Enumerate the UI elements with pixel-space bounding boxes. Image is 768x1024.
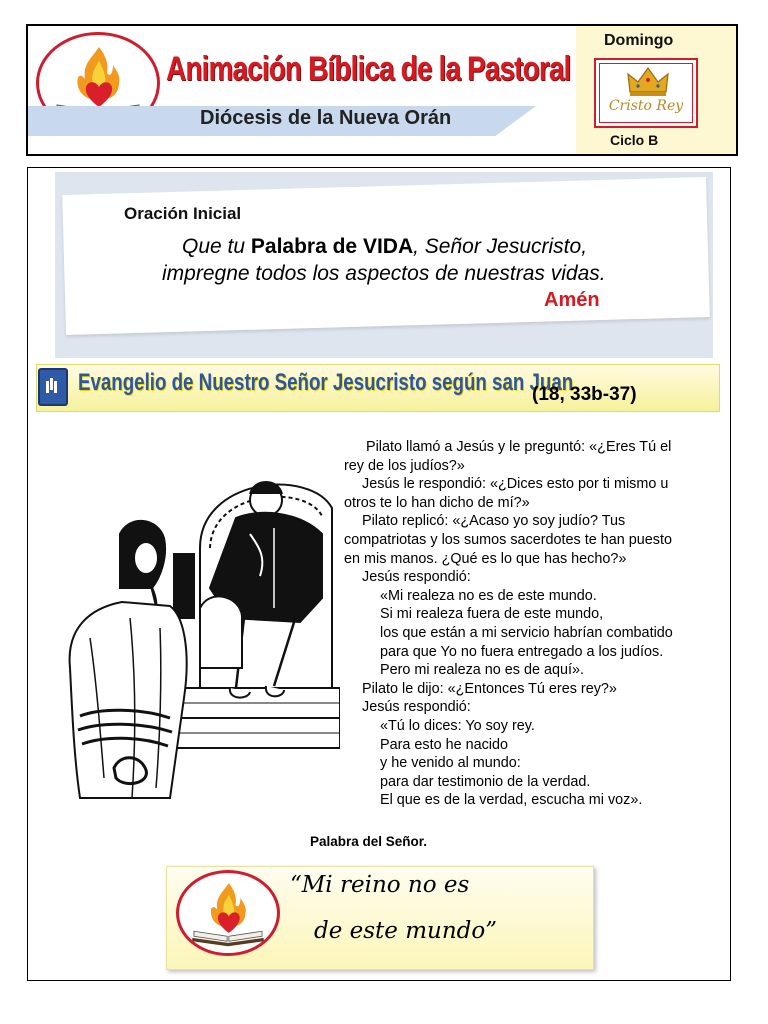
header-subtitle: Diócesis de la Nueva Orán bbox=[200, 107, 452, 129]
closing-acclamation: Palabra del Señor. bbox=[310, 834, 428, 849]
gospel-line: Si mi realeza fuera de este mundo, bbox=[380, 606, 604, 623]
bible-book-icon bbox=[38, 368, 68, 406]
gospel-line: El que es de la verdad, escucha mi voz». bbox=[380, 792, 643, 809]
prayer-line-2: impregne todos los aspectos de nuestras vidas. bbox=[162, 262, 606, 285]
gospel-line: para dar testimonio de la verdad. bbox=[380, 773, 591, 790]
header-banner bbox=[26, 24, 738, 156]
gospel-line: Pero mi realeza no es de aquí». bbox=[380, 662, 584, 679]
gospel-text bbox=[344, 438, 704, 810]
gospel-line: Pilato llamó a Jesús y le preguntó: «¿Eres Tú el bbox=[366, 439, 672, 455]
amen-label: Amén bbox=[544, 289, 600, 311]
day-label: Domingo bbox=[604, 32, 674, 49]
gospel-title: Evangelio de Nuestro Señor Jesucristo según san Juan bbox=[78, 369, 574, 396]
prayer-line-1: Que tu Palabra de VIDA, Señor Jesucristo, bbox=[182, 235, 588, 258]
gospel-line: Pilato replicó: «¿Acaso yo soy judío? Tus bbox=[362, 513, 626, 530]
cristo-rey-badge bbox=[594, 58, 698, 128]
quote-line-1: “Mi reino no es bbox=[290, 872, 470, 898]
gospel-line: otros te lo han dicho de mí?» bbox=[344, 494, 530, 511]
crown-icon bbox=[626, 66, 670, 98]
prayer-heading: Oración Inicial bbox=[124, 204, 242, 223]
gospel-line: «Tú lo dices: Yo soy rey. bbox=[380, 717, 535, 734]
header-title: Animación Bíblica de la Pastoral bbox=[166, 50, 571, 88]
gospel-line: Jesús respondió: bbox=[362, 699, 471, 716]
gospel-reference: (18, 33b-37) bbox=[532, 384, 637, 405]
gospel-line: «Mi realeza no es de este mundo. bbox=[380, 587, 597, 604]
gospel-line: los que están a mi servicio habrían combatido bbox=[380, 624, 673, 641]
gospel-line: compatriotas y los sumos sacerdotes te han puesto bbox=[344, 531, 672, 548]
gospel-line: Para esto he nacido bbox=[380, 736, 509, 753]
gospel-line: Pilato le dijo: «¿Entonces Tú eres rey?» bbox=[362, 680, 617, 697]
flaming-heart-bible-icon bbox=[176, 870, 280, 956]
quote-line-2: de este mundo” bbox=[314, 918, 497, 944]
gospel-line: para que Yo no fuera entregado a los judíos. bbox=[380, 643, 664, 660]
gospel-line: rey de los judíos?» bbox=[344, 457, 465, 474]
gospel-line: y he venido al mundo: bbox=[380, 755, 521, 772]
gospel-line: Jesús respondió: bbox=[362, 569, 471, 586]
prayer-emphasis: Palabra de VIDA bbox=[250, 235, 414, 258]
badge-text: Cristo Rey bbox=[608, 98, 684, 114]
gospel-line: Jesús le respondió: «¿Dices esto por ti mismo u bbox=[362, 476, 669, 493]
gospel-line: en mis manos. ¿Qué es lo que has hecho?» bbox=[344, 550, 627, 567]
cycle-label: Ciclo B bbox=[610, 132, 659, 148]
jesus-before-pilate-illustration bbox=[60, 438, 340, 810]
